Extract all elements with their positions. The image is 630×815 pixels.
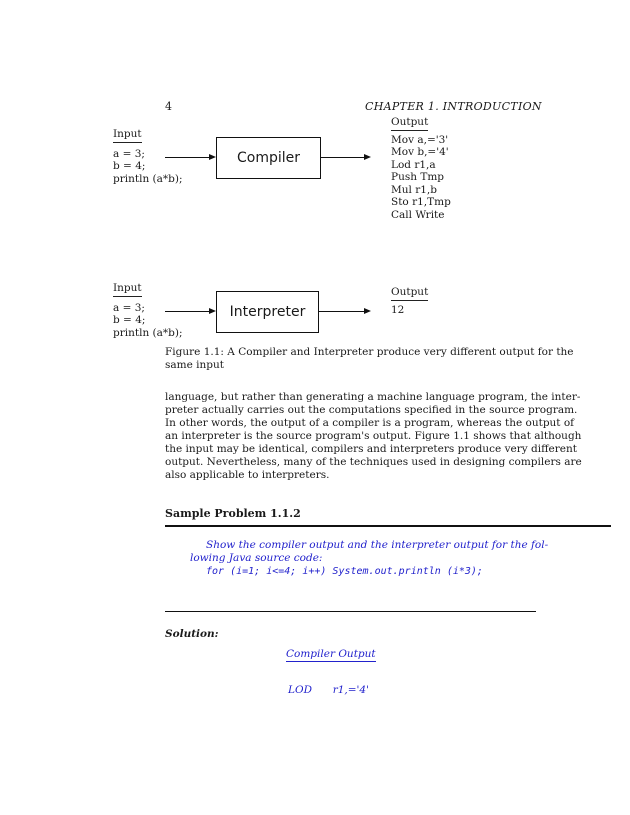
chapter-title: CHAPTER 1. INTRODUCTION <box>365 100 542 113</box>
sample-problem-top-rule <box>165 525 611 527</box>
lod-instruction <box>288 684 369 696</box>
compiler-input-line: a = 3; <box>113 147 145 160</box>
caption-line: same input <box>165 359 224 371</box>
interpreter-input-arrow <box>165 311 209 312</box>
compiler-box-label: Compiler <box>236 150 300 166</box>
interpreter-box-label: Interpreter <box>229 304 306 320</box>
interpreter-input-line: println (a*b); <box>113 326 183 339</box>
paragraph-line: also applicable to interpreters. <box>165 469 330 481</box>
arrow-head-icon <box>209 154 216 160</box>
solution-label: Solution: <box>165 628 219 640</box>
page-number: 4 <box>165 100 172 113</box>
sample-problem-bottom-rule <box>165 611 536 612</box>
compiler-output-line: Sto r1,Tmp <box>391 196 451 208</box>
arrow-head-icon <box>209 308 216 314</box>
interpreter-output-block <box>391 286 428 316</box>
caption-line: Figure 1.1: A Compiler and Interpreter produce very different output for the <box>165 346 574 358</box>
compiler-input-line: println (a*b); <box>113 172 183 185</box>
interpreter-output-label: Output <box>391 286 428 301</box>
interpreter-output-arrow <box>319 311 365 312</box>
paragraph-line: preter actually carries out the computations specified in the source program. <box>165 404 578 416</box>
problem-line: lowing Java source code: <box>190 552 323 564</box>
arrow-head-icon <box>364 308 371 314</box>
paragraph-line: an interpreter is the source program's output. Figure 1.1 shows that although <box>165 430 582 442</box>
interpreter-input-line: b = 4; <box>113 314 146 326</box>
paragraph-line: language, but rather than generating a machine language program, the inter- <box>165 391 581 403</box>
compiler-output-line: Mov a,='3' <box>391 133 449 146</box>
paragraph-line: In other words, the output of a compiler is a program, whereas the output of <box>165 417 575 429</box>
problem-code: for (i=1; i<=4; i++) System.out.println (i*3); <box>206 566 483 577</box>
interpreter-output-value: 12 <box>391 303 405 316</box>
interpreter-input-line: a = 3; <box>113 301 145 314</box>
sample-problem-text <box>190 539 548 578</box>
compiler-output-title-text: Compiler Output <box>286 648 376 660</box>
compiler-input-arrow <box>165 157 209 158</box>
compiler-output-line: Mul r1,b <box>391 183 437 196</box>
compiler-output-line: Push Tmp <box>391 171 444 183</box>
body-paragraph <box>165 391 582 482</box>
compiler-output-title <box>286 648 376 662</box>
interpreter-box <box>216 291 319 333</box>
compiler-input-label: Input <box>113 128 142 143</box>
compiler-box <box>216 137 321 179</box>
compiler-output-line: Lod r1,a <box>391 158 436 171</box>
lod-args: r1,='4' <box>332 684 369 696</box>
compiler-output-line: Mov b,='4' <box>391 146 449 158</box>
figure-caption <box>165 346 574 372</box>
compiler-output-line: Call Write <box>391 208 445 221</box>
paragraph-line: the input may be identical, compilers and interpreters produce very different <box>165 443 577 455</box>
arrow-head-icon <box>364 154 371 160</box>
compiler-output-label: Output <box>391 116 428 131</box>
lod-op: LOD <box>288 684 312 696</box>
compiler-input-line: b = 4; <box>113 160 146 172</box>
problem-line: Show the compiler output and the interpreter output for the fol- <box>206 539 549 551</box>
interpreter-input-label: Input <box>113 282 142 297</box>
sample-problem-heading: Sample Problem 1.1.2 <box>165 507 301 520</box>
compiler-output-block <box>391 116 451 221</box>
compiler-output-arrow <box>321 157 365 158</box>
paragraph-line: output. Nevertheless, many of the techniques used in designing compilers are <box>165 456 582 468</box>
